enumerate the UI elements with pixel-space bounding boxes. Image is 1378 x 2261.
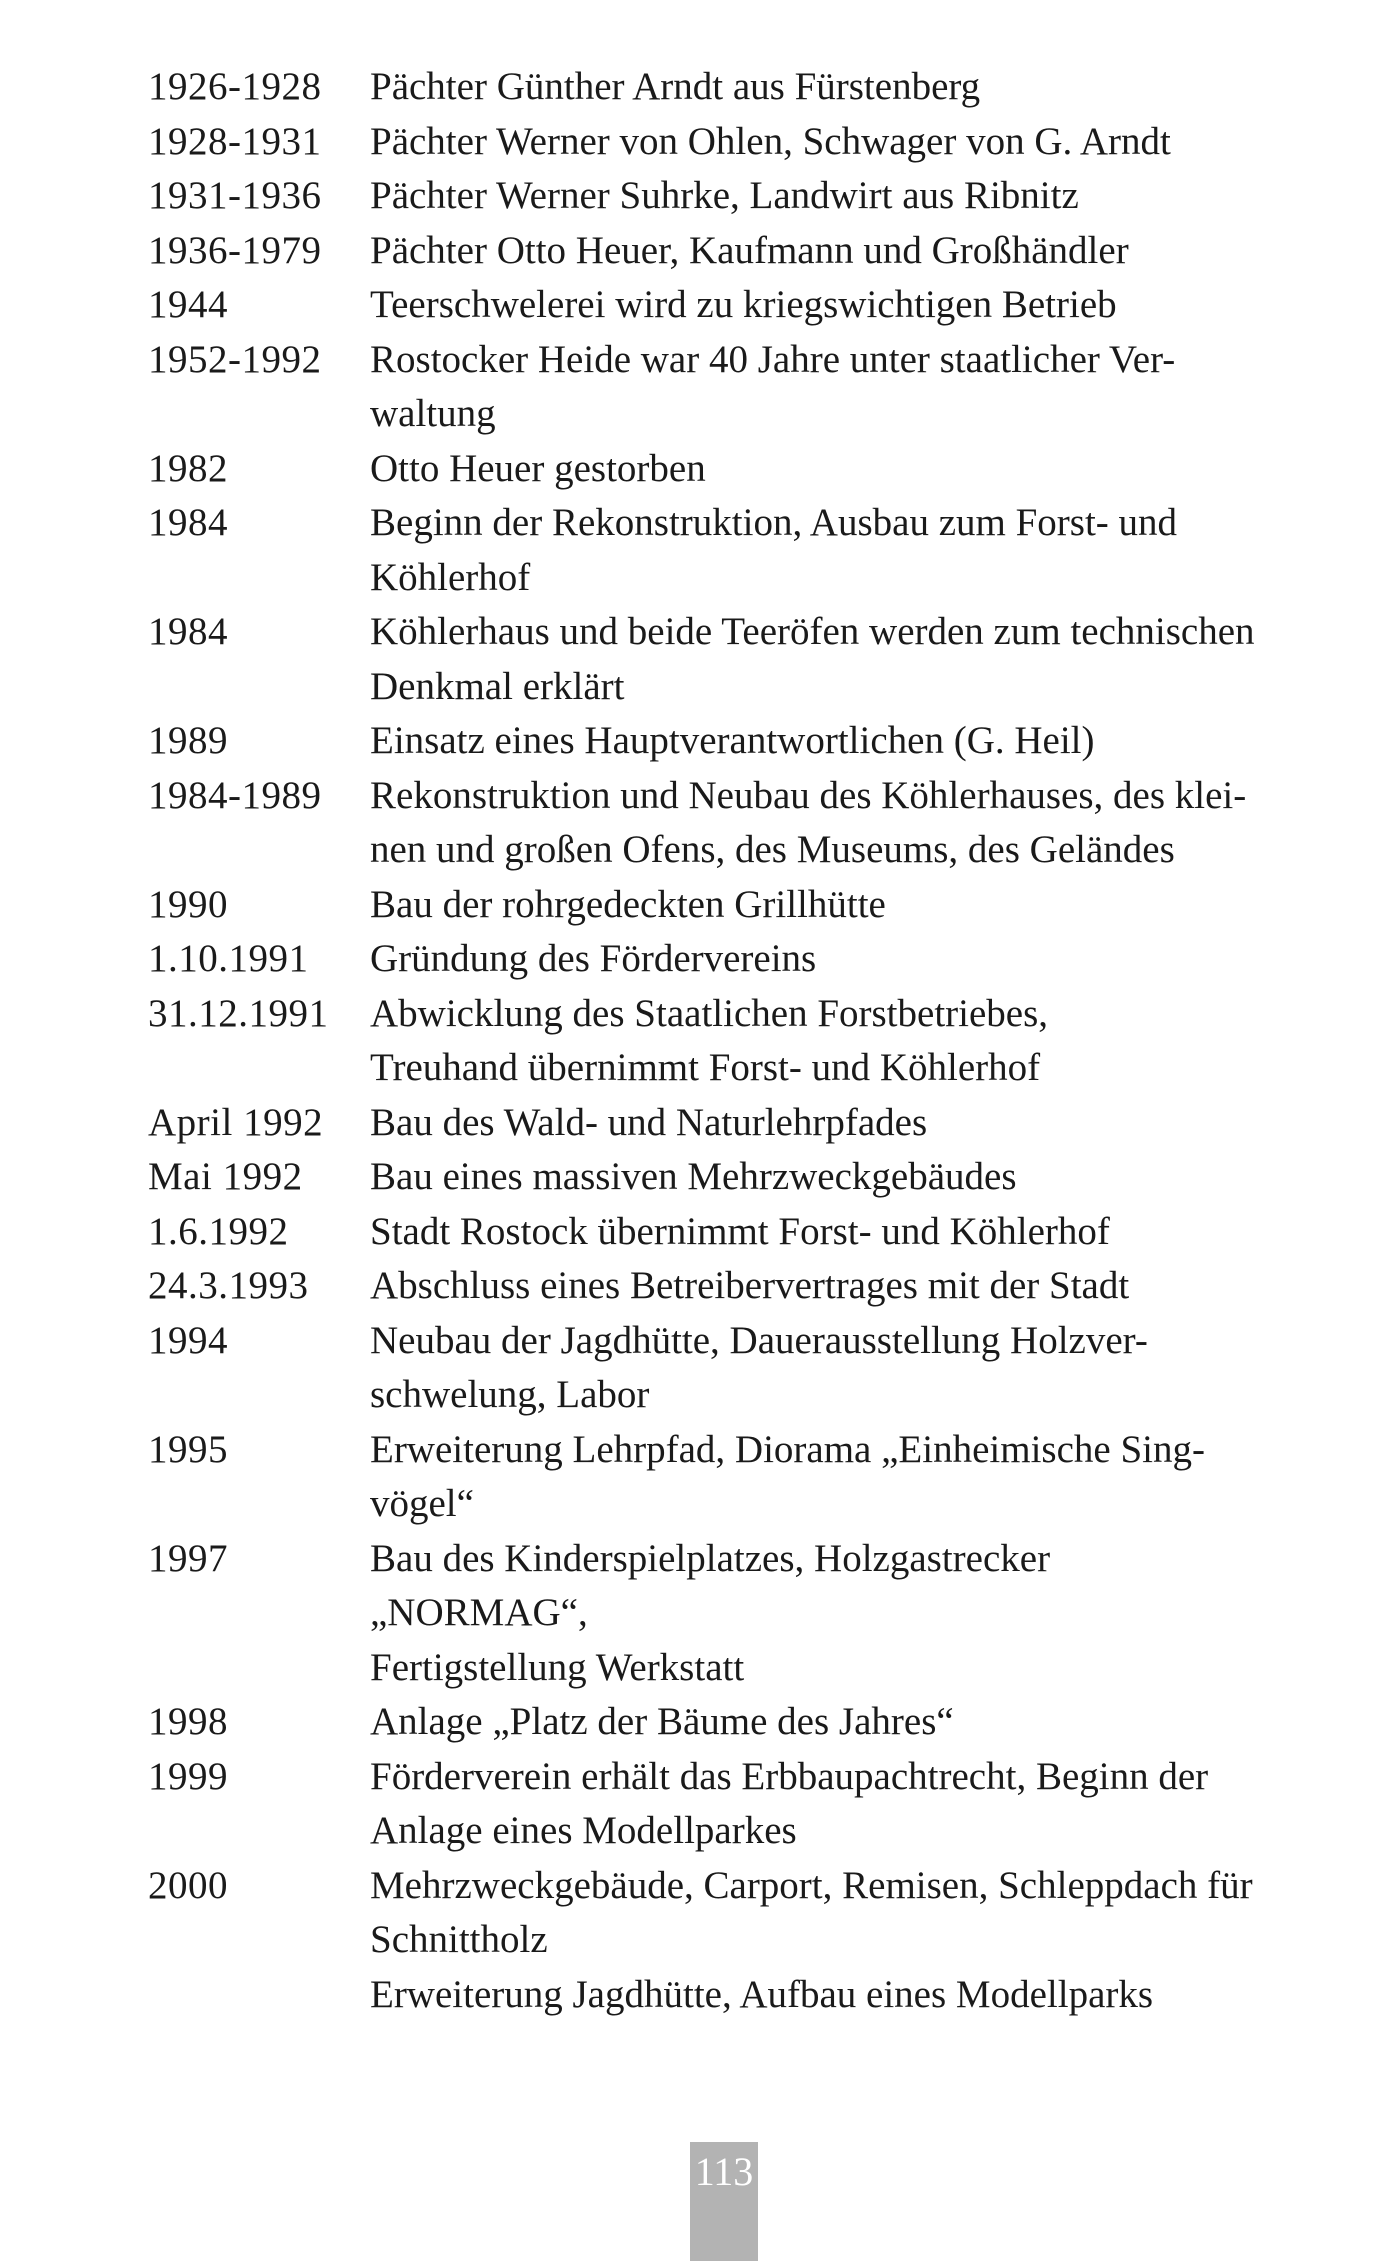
entry-date: 1926-1928 — [148, 65, 322, 108]
entry-text-line: Anlage eines Modellparkes — [370, 1809, 797, 1852]
timeline-entry — [148, 987, 1298, 1096]
timeline-entry — [148, 442, 1298, 497]
chronology-list — [148, 60, 1298, 2022]
entry-text-line: Beginn der Rekonstruktion, Ausbau zum Forst- und — [370, 501, 1178, 544]
entry-text-line: Treuhand übernimmt Forst- und Köhlerhof — [370, 1046, 1041, 1089]
entry-date: 1989 — [148, 719, 228, 762]
timeline-entry — [148, 878, 1298, 933]
entry-text-line: Mehrzweckgebäude, Carport, Remisen, Schleppdach für — [370, 1863, 1253, 1907]
timeline-entry — [148, 1150, 1298, 1205]
entry-description — [370, 169, 1298, 224]
timeline-entry — [148, 714, 1298, 769]
entry-date: 1984 — [148, 610, 228, 653]
entry-text-line: Neubau der Jagdhütte, Dauerausstellung Holzver- — [370, 1318, 1148, 1362]
entry-text-line: Erweiterung Jagdhütte, Aufbau eines Modellparks — [370, 1972, 1154, 2016]
entry-description — [370, 496, 1298, 605]
page-number: 113 — [690, 2142, 758, 2261]
entry-text-line: Stadt Rostock übernimmt Forst- und Köhlerhof — [370, 1209, 1110, 1253]
timeline-entry — [148, 1205, 1298, 1260]
entry-description — [370, 1150, 1298, 1205]
entry-text-line: „NORMAG“, — [370, 1591, 588, 1634]
entry-date: 1936-1979 — [148, 228, 322, 272]
entry-date: 1.10.1991 — [148, 937, 309, 980]
entry-description — [370, 115, 1298, 170]
entry-date: 1995 — [148, 1427, 228, 1471]
entry-date: 1984-1989 — [148, 773, 322, 817]
timeline-entry — [148, 769, 1298, 878]
timeline-entry — [148, 1859, 1298, 2023]
entry-text-line: Pächter Werner Suhrke, Landwirt aus Ribnitz — [370, 174, 1079, 217]
entry-description — [370, 714, 1298, 769]
entry-text-line: Pächter Otto Heuer, Kaufmann und Großhändler — [370, 228, 1129, 272]
entry-text-line: Rostocker Heide war 40 Jahre unter staatlicher Ver- — [370, 337, 1176, 381]
entry-text-line: Förderverein erhält das Erbbaupachtrecht, Beginn der — [370, 1754, 1209, 1798]
entry-text-line: nen und großen Ofens, des Museums, des Geländes — [370, 828, 1175, 871]
timeline-entry — [148, 1423, 1298, 1532]
entry-description — [370, 1695, 1298, 1750]
timeline-entry — [148, 496, 1298, 605]
entry-description — [370, 1096, 1298, 1151]
entry-date: 1994 — [148, 1318, 228, 1362]
entry-text-line: Anlage „Platz der Bäume des Jahres“ — [370, 1700, 954, 1743]
entry-description — [370, 1259, 1298, 1314]
entry-text-line: Rekonstruktion und Neubau des Köhlerhauses, des klei- — [370, 773, 1247, 817]
timeline-entry — [148, 1750, 1298, 1859]
entry-date: 1990 — [148, 882, 228, 926]
entry-date: 1998 — [148, 1700, 228, 1743]
entry-text-line: Köhlerhaus und beide Teeröfen werden zum technischen — [370, 610, 1255, 653]
entry-text-line: Einsatz eines Hauptverantwortlichen (G. Heil) — [370, 719, 1095, 762]
entry-description — [370, 1423, 1298, 1532]
entry-date: 1982 — [148, 446, 228, 490]
entry-text-line: Abwicklung des Staatlichen Forstbetriebes, — [370, 991, 1049, 1035]
entry-date: 24.3.1993 — [148, 1264, 309, 1307]
entry-text-line: Schnittholz — [370, 1918, 548, 1961]
entry-description — [370, 1859, 1298, 2023]
entry-date: 1999 — [148, 1754, 228, 1798]
timeline-entry — [148, 278, 1298, 333]
timeline-entry — [148, 169, 1298, 224]
timeline-entry — [148, 60, 1298, 115]
timeline-entry — [148, 605, 1298, 714]
entry-date: 1997 — [148, 1536, 228, 1580]
entry-description — [370, 987, 1298, 1096]
timeline-entry — [148, 1096, 1298, 1151]
timeline-entry — [148, 115, 1298, 170]
entry-date: 1944 — [148, 283, 228, 326]
entry-description — [370, 278, 1298, 333]
timeline-entry — [148, 1695, 1298, 1750]
entry-description — [370, 769, 1298, 878]
entry-text-line: schwelung, Labor — [370, 1373, 650, 1416]
entry-description — [370, 605, 1298, 714]
entry-text-line: Köhlerhof — [370, 555, 531, 599]
entry-description — [370, 1205, 1298, 1260]
entry-date: 31.12.1991 — [148, 991, 329, 1035]
timeline-entry — [148, 932, 1298, 987]
entry-text-line: Denkmal erklärt — [370, 664, 625, 708]
entry-text-line: Erweiterung Lehrpfad, Diorama „Einheimische Sing- — [370, 1427, 1205, 1471]
entry-text-line: Pächter Werner von Ohlen, Schwager von G. Arndt — [370, 119, 1171, 163]
entry-date: 1931-1936 — [148, 174, 322, 217]
entry-text-line: Otto Heuer gestorben — [370, 446, 706, 490]
entry-text-line: waltung — [370, 392, 496, 435]
timeline-entry — [148, 333, 1298, 442]
timeline-entry — [148, 1532, 1298, 1696]
entry-text-line: Fertigstellung Werkstatt — [370, 1645, 745, 1689]
entry-text-line: Pächter Günther Arndt aus Fürstenberg — [370, 65, 981, 108]
entry-description — [370, 1314, 1298, 1423]
entry-date: 1952-1992 — [148, 337, 322, 381]
entry-date: 1.6.1992 — [148, 1209, 289, 1253]
entry-description — [370, 932, 1298, 987]
entry-description — [370, 60, 1298, 115]
entry-text-line: Gründung des Fördervereins — [370, 937, 817, 980]
timeline-entry — [148, 1314, 1298, 1423]
entry-date: April 1992 — [148, 1100, 324, 1144]
entry-description — [370, 333, 1298, 442]
entry-description — [370, 878, 1298, 933]
timeline-entry — [148, 224, 1298, 279]
entry-description — [370, 442, 1298, 497]
entry-text-line: Abschluss eines Betreibervertrages mit der Stadt — [370, 1264, 1130, 1307]
entry-description — [370, 1532, 1298, 1696]
entry-text-line: Bau eines massiven Mehrzweckgebäudes — [370, 1155, 1017, 1198]
entry-text-line: Teerschwelerei wird zu kriegswichtigen Betrieb — [370, 283, 1117, 326]
entry-date: 1984 — [148, 501, 228, 544]
entry-date: 1928-1931 — [148, 119, 322, 163]
entry-date: Mai 1992 — [148, 1155, 303, 1198]
entry-description — [370, 1750, 1298, 1859]
entry-date: 2000 — [148, 1863, 228, 1907]
entry-text-line: Bau des Wald- und Naturlehrpfades — [370, 1100, 928, 1144]
entry-text-line: vögel“ — [370, 1482, 474, 1525]
entry-text-line: Bau der rohrgedeckten Grillhütte — [370, 882, 886, 926]
entry-description — [370, 224, 1298, 279]
timeline-entry — [148, 1259, 1298, 1314]
entry-text-line: Bau des Kinderspielplatzes, Holzgastrecker — [370, 1536, 1051, 1580]
